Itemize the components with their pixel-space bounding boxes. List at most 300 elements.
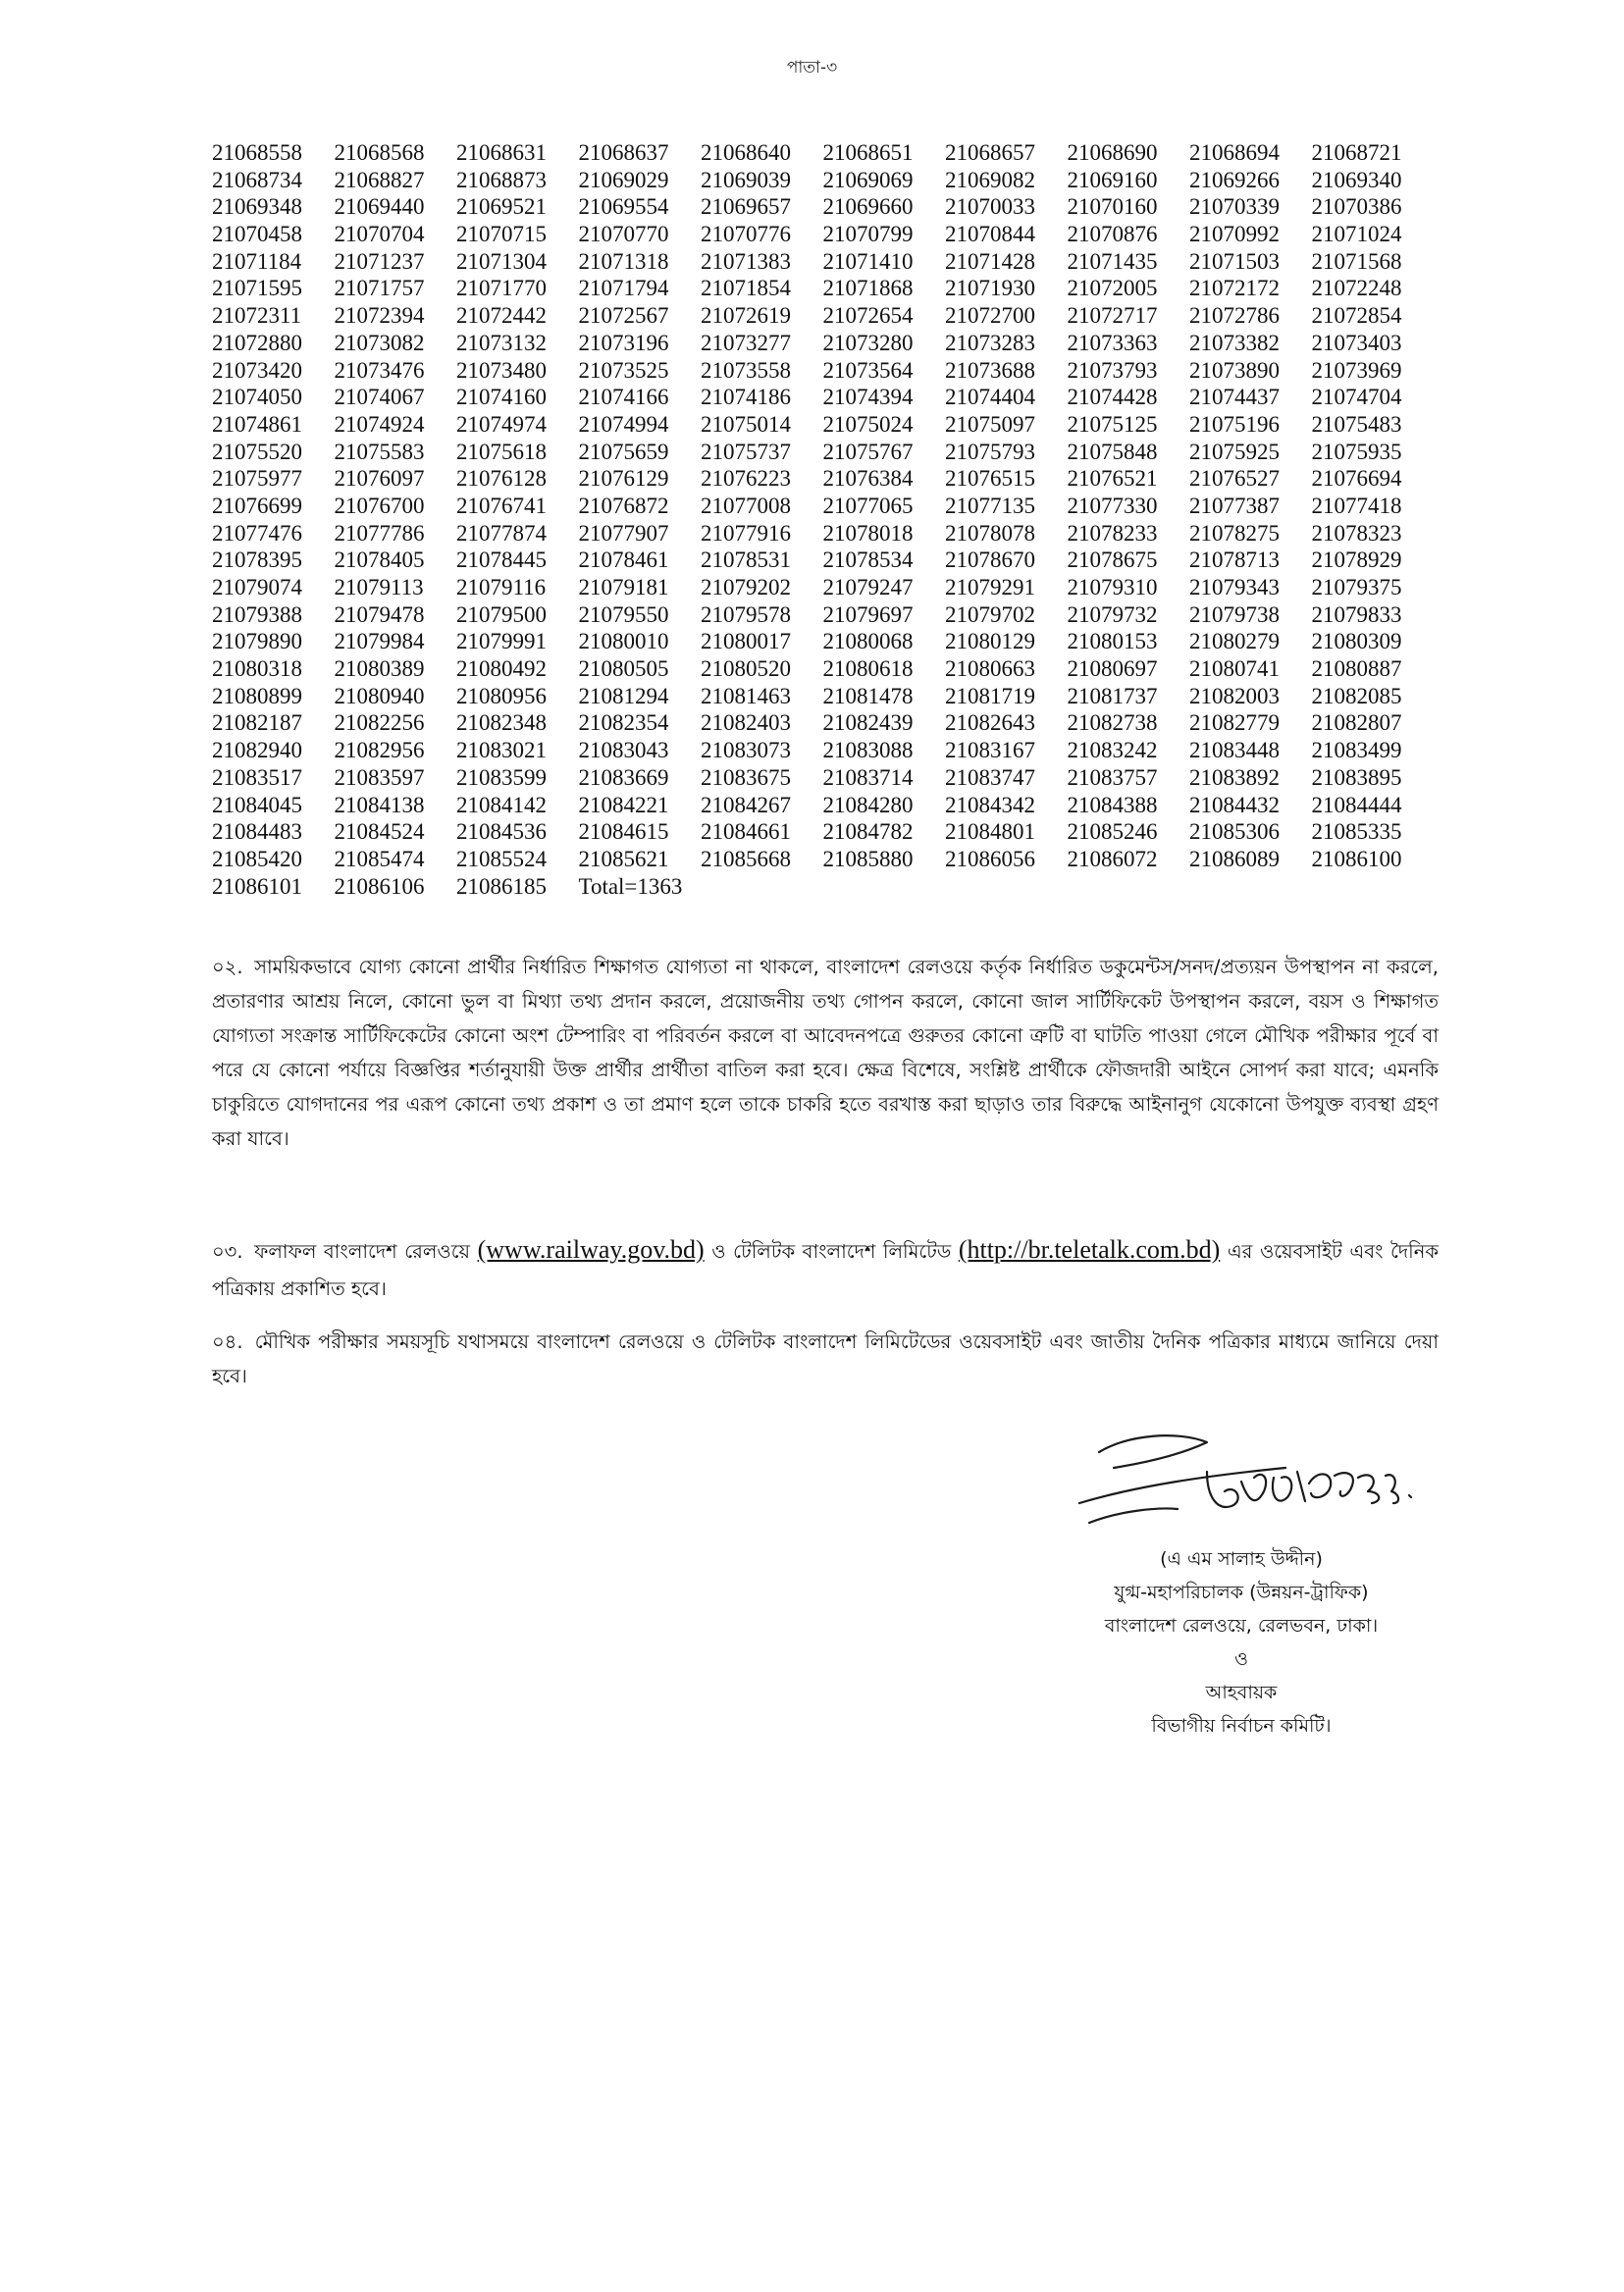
roll-number: 21072880: [212, 330, 302, 355]
roll-number: 21073890: [1189, 357, 1280, 383]
roll-number: 21074974: [456, 411, 547, 437]
roll-number: 21079697: [822, 601, 914, 627]
roll-number: 21070770: [578, 222, 669, 247]
roll-number: 21078405: [334, 547, 425, 573]
roll-number: 21080492: [456, 656, 547, 682]
roll-number: 21086072: [1067, 846, 1158, 871]
roll-number: 21075618: [456, 439, 547, 464]
roll-number: 21078323: [1311, 520, 1402, 546]
roll-number: 21080010: [578, 629, 669, 654]
roll-number: 21071237: [334, 248, 425, 274]
roll-number: 21073420: [212, 357, 302, 383]
roll-number: 21079478: [334, 601, 425, 627]
roll-number: 21078445: [456, 547, 547, 573]
roll-number: 21068827: [334, 167, 425, 192]
roll-number: 21079500: [456, 601, 547, 627]
roll-number: 21074437: [1189, 385, 1280, 410]
roll-number: 21075583: [334, 439, 425, 464]
roll-number: 21080741: [1189, 656, 1280, 682]
roll-number: 21080505: [578, 656, 669, 682]
roll-number: 21082085: [1311, 683, 1402, 708]
roll-row: [212, 493, 1458, 520]
roll-number: 21070992: [1189, 222, 1280, 247]
roll-number: 21083021: [456, 738, 547, 763]
roll-number: 21070876: [1067, 222, 1158, 247]
roll-number: 21081478: [822, 683, 914, 708]
roll-number: 21084661: [701, 819, 791, 845]
roll-row: [212, 221, 1458, 248]
roll-number: 21071595: [212, 276, 302, 301]
roll-number: 21086101: [212, 873, 302, 899]
roll-number: 21082940: [212, 738, 302, 763]
roll-number: 21072786: [1189, 303, 1280, 329]
roll-number: 21078275: [1189, 520, 1280, 546]
roll-number: 21073132: [456, 330, 547, 355]
roll-number: 21069266: [1189, 167, 1280, 192]
roll-number: 21084388: [1067, 792, 1158, 817]
paragraph-text: ফলাফল বাংলাদেশ রেলওয়ে: [254, 1240, 471, 1263]
roll-row: [212, 655, 1458, 683]
paragraph-04: [212, 1325, 1439, 1393]
paragraph-text: মৌখিক পরীক্ষার সময়সূচি যথাসময়ে বাংলাদেশ রেলওয়ে ও টেলিটক বাংলাদেশ লিমিটেডের ওয়েবসাইট এবং জাতীয় দৈনিক পত্রিকার মাধ্যমে জানিয়ে দেয়া হবে।: [212, 1330, 1439, 1387]
roll-number: 21078929: [1311, 547, 1402, 573]
roll-row: [212, 818, 1458, 846]
roll-number: 21071318: [578, 248, 669, 274]
roll-row: [212, 547, 1458, 574]
roll-number: 21079991: [456, 629, 547, 654]
roll-number: 21071304: [456, 248, 547, 274]
roll-number: 21083599: [456, 764, 547, 790]
roll-row: [212, 275, 1458, 302]
roll-number: 21082738: [1067, 710, 1158, 736]
roll-number: 21081719: [945, 683, 1035, 708]
roll-number: 21073525: [578, 357, 669, 383]
roll-number: 21084483: [212, 819, 302, 845]
roll-number: 21074186: [701, 385, 791, 410]
roll-number: 21079738: [1189, 601, 1280, 627]
roll-number: 21076128: [456, 466, 547, 492]
roll-number: 21073564: [822, 357, 914, 383]
roll-row: [212, 330, 1458, 357]
roll-number: 21079388: [212, 601, 302, 627]
roll-number: 21080697: [1067, 656, 1158, 682]
roll-number: 21079984: [334, 629, 425, 654]
roll-number: 21080618: [822, 656, 914, 682]
roll-number: 21080520: [701, 656, 791, 682]
roll-number: 21079291: [945, 575, 1035, 599]
roll-number: 21084142: [456, 792, 547, 817]
roll-number: 21074428: [1067, 385, 1158, 410]
roll-number: 21071854: [701, 276, 791, 301]
roll-number: 21068568: [334, 140, 425, 165]
roll-number: 21079375: [1311, 575, 1402, 599]
roll-number: 21076515: [945, 466, 1035, 492]
roll-number: 21070160: [1067, 194, 1158, 220]
roll-number: 21086089: [1189, 846, 1280, 871]
roll-number: 21083714: [822, 764, 914, 790]
roll-number: 21071428: [945, 248, 1035, 274]
roll-number: 21070799: [822, 222, 914, 247]
roll-number: 21084782: [822, 819, 914, 845]
roll-number: 21072619: [701, 303, 791, 329]
roll-number: 21079074: [212, 575, 302, 599]
roll-number: 21069657: [701, 194, 791, 220]
roll-number: 21071410: [822, 248, 914, 274]
roll-number: 21082403: [701, 710, 791, 736]
roll-number: 21083892: [1189, 764, 1280, 790]
roll-number: 21075793: [945, 439, 1035, 464]
roll-number: 21075935: [1311, 439, 1402, 464]
roll-number: 21077874: [456, 520, 547, 546]
roll-number: 21075977: [212, 466, 302, 492]
roll-row: [212, 846, 1458, 873]
roll-number: 21068721: [1311, 140, 1402, 165]
roll-number: 21073688: [945, 357, 1035, 383]
roll-number: 21079116: [456, 575, 547, 599]
roll-number: 21084536: [456, 819, 547, 845]
roll-row: [212, 465, 1458, 493]
roll-number: 21073476: [334, 357, 425, 383]
roll-number: 21082956: [334, 738, 425, 763]
roll-number: 21072442: [456, 303, 547, 329]
roll-number: 21076097: [334, 466, 425, 492]
roll-number: 21080153: [1067, 629, 1158, 654]
roll-number: 21072394: [334, 303, 425, 329]
roll-number: 21072700: [945, 303, 1035, 329]
paragraph-number: ০২.: [212, 956, 243, 978]
roll-number: 21082439: [822, 710, 914, 736]
roll-number: 21083669: [578, 764, 669, 790]
roll-row: [212, 520, 1458, 547]
roll-number: 21080940: [334, 683, 425, 708]
roll-number: 21080887: [1311, 656, 1402, 682]
page-number-label: পাতা-৩: [786, 58, 838, 78]
roll-number: 21074994: [578, 411, 669, 437]
roll-row: [212, 139, 1458, 167]
roll-number: 21068657: [945, 140, 1035, 165]
roll-number: 21076129: [578, 466, 669, 492]
roll-row-last: [212, 873, 1458, 901]
roll-number: 21080129: [945, 629, 1035, 654]
paragraph-text: এর ওয়েবসাইট এবং দৈনিক পত্রিকায় প্রকাশিত হবে।: [212, 1240, 1440, 1300]
roll-number: 21080309: [1311, 629, 1402, 654]
roll-number: 21077065: [822, 493, 914, 518]
signatory-name: (এ এম সালাহ উদ্দীন): [1160, 1548, 1323, 1570]
roll-number: 21083073: [701, 738, 791, 763]
roll-number: 21081737: [1067, 683, 1158, 708]
roll-number: 21075196: [1189, 411, 1280, 437]
roll-number: 21082643: [945, 710, 1035, 736]
roll-number: 21083675: [701, 764, 791, 790]
roll-number: 21085880: [822, 846, 914, 871]
roll-row: [212, 792, 1458, 819]
signatory-role: আহবায়ক: [1205, 1682, 1278, 1703]
roll-number: 21068734: [212, 167, 302, 192]
roll-number: 21071868: [822, 276, 914, 301]
roll-number: 21073082: [334, 330, 425, 355]
roll-number: 21079578: [701, 601, 791, 627]
roll-number: 21076384: [822, 466, 914, 492]
roll-number: 21069082: [945, 167, 1035, 192]
paragraph-03: [212, 1231, 1439, 1308]
roll-number: 21078531: [701, 547, 791, 573]
roll-number: 21077916: [701, 520, 791, 546]
roll-number: 21079890: [212, 629, 302, 654]
paragraph-02: [212, 950, 1439, 1156]
roll-number: 21077907: [578, 520, 669, 546]
roll-number: 21080899: [212, 683, 302, 708]
roll-number: 21078675: [1067, 547, 1158, 573]
roll-row: [212, 737, 1458, 764]
roll-number: 21076223: [701, 466, 791, 492]
roll-number: 21071930: [945, 276, 1035, 301]
roll-number: 21068651: [822, 140, 914, 165]
roll-number: 21082779: [1189, 710, 1280, 736]
roll-number: 21075659: [578, 439, 669, 464]
roll-number: 21077387: [1189, 493, 1280, 518]
roll-number: 21076694: [1311, 466, 1402, 492]
roll-number: 21071794: [578, 276, 669, 301]
roll-number: 21079181: [578, 575, 669, 599]
roll-number: 21076527: [1189, 466, 1280, 492]
roll-number: 21076521: [1067, 466, 1158, 492]
railway-website-link[interactable]: (www.railway.gov.bd): [477, 1235, 705, 1264]
roll-number: 21083517: [212, 764, 302, 790]
roll-number: 21082354: [578, 710, 669, 736]
roll-row: [212, 411, 1458, 439]
roll-number: 21073403: [1311, 330, 1402, 355]
roll-number: 21082807: [1311, 710, 1402, 736]
roll-number: 21075024: [822, 411, 914, 437]
roll-number: 21077135: [945, 493, 1035, 518]
roll-number: 21083597: [334, 764, 425, 790]
roll-number: 21075520: [212, 439, 302, 464]
roll-number: 21072172: [1189, 276, 1280, 301]
roll-number: 21076741: [456, 493, 547, 518]
total-count: Total=1363: [578, 873, 683, 899]
roll-number: 21069521: [456, 194, 547, 220]
roll-number: 21074050: [212, 385, 302, 410]
roll-row: [212, 167, 1458, 194]
roll-number: 21077008: [701, 493, 791, 518]
roll-number: 21069340: [1311, 167, 1402, 192]
roll-number: 21084615: [578, 819, 669, 845]
signatory-designation: যুগ্ম-মহাপরিচালক (উন্নয়ন-ট্রাফিক): [1114, 1582, 1369, 1603]
roll-number: 21074861: [212, 411, 302, 437]
roll-row: [212, 574, 1458, 601]
roll-number: 21073363: [1067, 330, 1158, 355]
paragraph-text: সাময়িকভাবে যোগ্য কোনো প্রার্থীর নির্ধারিত শিক্ষাগত যোগ্যতা না থাকলে, বাংলাদেশ রেলওয়ে কর্তৃক নির্ধারিত ডকুমেন্টস/সনদ/প্রত্যয়ন উপস্থাপন না করলে, প্রতারণার আশ্রয় নিলে, কোনো ভুল বা মিথ্যা তথ্য প্রদান করলে, প্রয়োজনীয় তথ্য গোপন করলে, কোনো জাল সার্টিফিকেট উপস্থাপন করলে, বয়স ও শিক্ষাগত যোগ্যতা সংক্রান্ত সার্টিফিকেটের কোনো অংশ টেম্পারিং বা পরিবর্তন করলে বা আবেদনপত্রে গুরুতর কোনো ত্রুটি বা ঘাটতি পাওয়া গেলে মৌখিক পরীক্ষার পূর্বে বা পরে যে কোনো পর্যায়ে বিজ্ঞপ্তির শর্তানুযায়ী উক্ত প্রার্থীর প্রার্থীতা বাতিল করা হবে। ক্ষেত্র বিশেষে, সংশ্লিষ্ট প্রার্থীকে ফৌজদারী আইনে সোপর্দ করা যাবে; এমনকি চাকুরিতে যোগদানের পর এরূপ কোনো তথ্য প্রকাশ ও তা প্রমাণ হলে তাকে চাকরি হতে বরখাস্ত করা ছাড়াও তার বিরুদ্ধে আইনানুগ যেকোনো উপযুক্ত ব্যবস্থা গ্রহণ করা যাবে।: [212, 956, 1439, 1150]
roll-number: 21073382: [1189, 330, 1280, 355]
roll-number-list: [212, 139, 1458, 900]
roll-number: 21069554: [578, 194, 669, 220]
roll-number: 21086185: [456, 873, 547, 899]
roll-number: 21071568: [1311, 248, 1402, 274]
roll-row: [212, 384, 1458, 411]
roll-number: 21070033: [945, 194, 1035, 220]
roll-number: 21078018: [822, 520, 914, 546]
roll-row: [212, 683, 1458, 710]
roll-row: [212, 439, 1458, 466]
roll-number: 21069440: [334, 194, 425, 220]
roll-number: 21078534: [822, 547, 914, 573]
roll-number: 21070386: [1311, 194, 1402, 220]
paragraph-number: ০৩.: [212, 1240, 243, 1263]
roll-number: 21084444: [1311, 792, 1402, 817]
roll-number: 21070704: [334, 222, 425, 247]
roll-number: 21074067: [334, 385, 425, 410]
roll-number: 21084342: [945, 792, 1035, 817]
roll-number: 21073480: [456, 357, 547, 383]
roll-number: 21076699: [212, 493, 302, 518]
roll-number: 21085474: [334, 846, 425, 871]
roll-number: 21075125: [1067, 411, 1158, 437]
roll-number: 21085621: [578, 846, 669, 871]
roll-number: 21079702: [945, 601, 1035, 627]
roll-row: [212, 302, 1458, 330]
roll-number: 21070458: [212, 222, 302, 247]
roll-number: 21069039: [701, 167, 791, 192]
signatory-committee: বিভাগীয় নির্বাচন কমিটি।: [1151, 1715, 1332, 1737]
roll-number: 21083242: [1067, 738, 1158, 763]
roll-number: 21073283: [945, 330, 1035, 355]
roll-number: 21072311: [212, 303, 302, 329]
roll-number: 21083499: [1311, 738, 1402, 763]
roll-number: 21085524: [456, 846, 547, 871]
roll-number: 21071503: [1189, 248, 1280, 274]
roll-number: 21069348: [212, 194, 302, 220]
signature-block: [1065, 1542, 1418, 1743]
roll-number: 21077418: [1311, 493, 1402, 518]
roll-row: [212, 357, 1458, 385]
roll-number: 21070776: [701, 222, 791, 247]
roll-number: 21072654: [822, 303, 914, 329]
roll-number: 21086100: [1311, 846, 1402, 871]
roll-number: 21075848: [1067, 439, 1158, 464]
roll-row: [212, 601, 1458, 629]
roll-number: 21083167: [945, 738, 1035, 763]
roll-number: 21075925: [1189, 439, 1280, 464]
roll-number: 21085668: [701, 846, 791, 871]
roll-number: 21080279: [1189, 629, 1280, 654]
roll-number: 21085246: [1067, 819, 1158, 845]
roll-number: 21076872: [578, 493, 669, 518]
roll-number: 21068637: [578, 140, 669, 165]
roll-number: 21080318: [212, 656, 302, 682]
roll-number: 21080017: [701, 629, 791, 654]
roll-number: 21075097: [945, 411, 1035, 437]
roll-number: 21070715: [456, 222, 547, 247]
roll-number: 21080956: [456, 683, 547, 708]
roll-number: 21073558: [701, 357, 791, 383]
roll-number: 21085420: [212, 846, 302, 871]
roll-number: 21079343: [1189, 575, 1280, 599]
roll-number: 21084045: [212, 792, 302, 817]
roll-number: 21082256: [334, 710, 425, 736]
roll-number: 21086106: [334, 873, 425, 899]
roll-number: 21070339: [1189, 194, 1280, 220]
roll-number: 21073196: [578, 330, 669, 355]
roll-number: 21074160: [456, 385, 547, 410]
roll-number: 21082348: [456, 710, 547, 736]
roll-number: 21079732: [1067, 601, 1158, 627]
roll-number: 21083043: [578, 738, 669, 763]
roll-row: [212, 193, 1458, 221]
roll-number: 21077330: [1067, 493, 1158, 518]
roll-number: 21083448: [1189, 738, 1280, 763]
roll-number: 21084801: [945, 819, 1035, 845]
roll-number: 21068558: [212, 140, 302, 165]
roll-number: 21070844: [945, 222, 1035, 247]
roll-number: 21079247: [822, 575, 914, 599]
roll-number: 21068631: [456, 140, 547, 165]
roll-number: 21068873: [456, 167, 547, 192]
roll-number: 21086056: [945, 846, 1035, 871]
roll-number: 21071024: [1311, 222, 1402, 247]
roll-number: 21080068: [822, 629, 914, 654]
roll-number: 21078713: [1189, 547, 1280, 573]
roll-number: 21084432: [1189, 792, 1280, 817]
roll-number: 21074404: [945, 385, 1035, 410]
roll-number: 21084280: [822, 792, 914, 817]
roll-number: 21081294: [578, 683, 669, 708]
handwritten-signature: [1060, 1413, 1452, 1531]
roll-number: 21079113: [334, 575, 424, 599]
roll-number: 21084221: [578, 792, 669, 817]
roll-row: [212, 709, 1458, 737]
roll-row: [212, 764, 1458, 792]
roll-number: 21077476: [212, 520, 302, 546]
roll-number: 21075483: [1311, 411, 1402, 437]
roll-number: 21068694: [1189, 140, 1280, 165]
teletalk-website-link[interactable]: (http://br.teletalk.com.bd): [958, 1235, 1221, 1264]
roll-number: 21082003: [1189, 683, 1280, 708]
roll-number: 21079310: [1067, 575, 1158, 599]
signatory-conjunction: ও: [1234, 1648, 1248, 1670]
roll-number: 21084138: [334, 792, 425, 817]
roll-number: 21078233: [1067, 520, 1158, 546]
paragraph-number: ০৪.: [212, 1330, 243, 1353]
roll-number: 21071770: [456, 276, 547, 301]
roll-number: 21078461: [578, 547, 669, 573]
roll-number: 21083747: [945, 764, 1035, 790]
roll-number: 21078670: [945, 547, 1035, 573]
roll-number: 21079202: [701, 575, 791, 599]
roll-number: 21080389: [334, 656, 425, 682]
roll-number: 21073793: [1067, 357, 1158, 383]
roll-number: 21075737: [701, 439, 791, 464]
paragraph-text: ও টেলিটক বাংলাদেশ লিমিটেড: [711, 1240, 952, 1263]
roll-number: 21078395: [212, 547, 302, 573]
roll-number: 21068690: [1067, 140, 1158, 165]
roll-number: 21073280: [822, 330, 914, 355]
roll-number: 21068640: [701, 140, 791, 165]
roll-number: 21069160: [1067, 167, 1158, 192]
roll-number: 21072567: [578, 303, 669, 329]
roll-row: [212, 248, 1458, 276]
roll-number: 21079550: [578, 601, 669, 627]
roll-number: 21072248: [1311, 276, 1402, 301]
roll-number: 21083088: [822, 738, 914, 763]
roll-number: 21085335: [1311, 819, 1402, 845]
roll-number: 21074394: [822, 385, 914, 410]
roll-number: 21082187: [212, 710, 302, 736]
roll-number: 21069029: [578, 167, 669, 192]
roll-row: [212, 628, 1458, 655]
roll-number: 21073969: [1311, 357, 1402, 383]
roll-number: 21079833: [1311, 601, 1402, 627]
roll-number: 21078078: [945, 520, 1035, 546]
